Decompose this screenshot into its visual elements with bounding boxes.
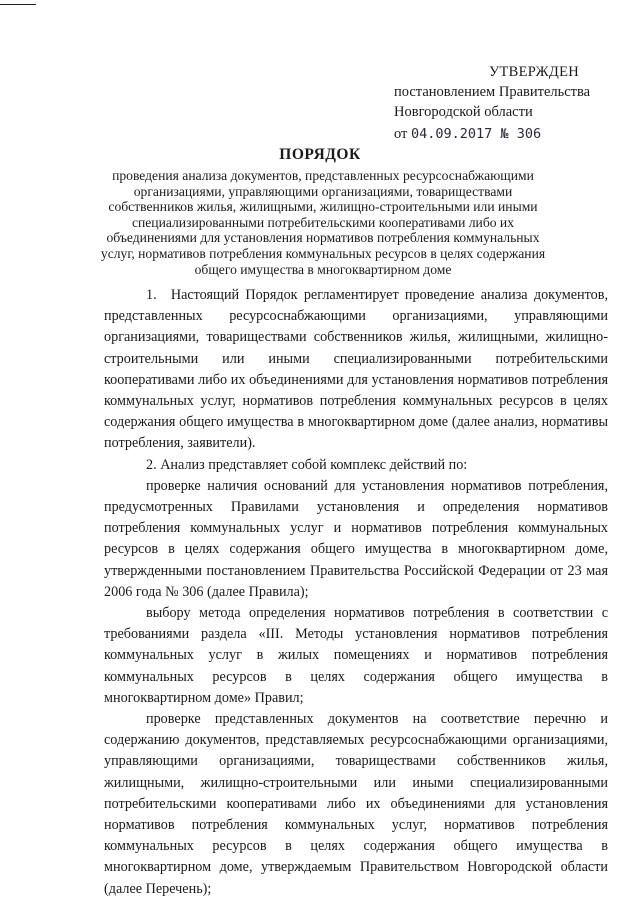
- approval-date-line: [394, 124, 634, 144]
- paragraph-1: 1. Настоящий Порядок регламентирует проведение анализа документов, представленных ресурсоснабжающими организациями, управляющими организациями, товариществами собственников жилья, жилищными, жилищно-строительными или иными специализированными потребительскими кооперативами либо их объединениями для установления нормативов потребления коммунальных услуг, нормативов потребления коммунальных ресурсов в целях содержания общего имущества в многоквартирном доме (далее анализ, нормативы потребления, заявители).: [104, 287, 608, 452]
- paragraph-2-item-3: проверке представленных документов на соответствие перечню и содержанию документов, представляемых ресурсоснабжающими организациями, управляющими организациями, товариществами собственников жилья, жилищными, жилищно-строительными или иными специализированными потребительскими кооперативами либо их объединениями для установления нормативов потребления коммунальных услуг, нормативов потребления коммунальных ресурсов в целях содержания общего имущества в многоквартирном доме, утверждаемым Правительством Новгородской области (далее Перечень);: [104, 711, 608, 897]
- approval-line-2: Новгородской области: [394, 104, 533, 120]
- approval-date-value: 04.09.2017 № 306: [411, 126, 542, 142]
- paragraph-2: 2. Анализ представляет собой комплекс действий по:: [146, 456, 468, 473]
- approval-date-prefix: от: [394, 126, 408, 142]
- document-body: [104, 285, 608, 900]
- document-subtitle: проведения анализа документов, представленных ресурсоснабжающими организациями, управляющими организациями, товариществами собственников жилья, жилищными, жилищно-строительными или иными специализированными потребительскими кооперативами либо их объединениями для установления нормативов потребления коммунальных услуг, нормативов потребления коммунальных ресурсов в целях содержания общего имущества в многоквартирном доме: [100, 168, 546, 277]
- document-title: ПОРЯДОК: [279, 146, 361, 163]
- approval-heading: УТВЕРЖДЕН: [488, 64, 580, 80]
- corner-scan-mark: [0, 4, 36, 5]
- paragraph-2-item-1: проверке наличия оснований для установления нормативов потребления, предусмотренных Правилами установления и определения нормативов потребления коммунальных услуг и нормативов потребления коммунальных ресурсов в целях содержания общего имущества в многоквартирном доме, утвержденными постановлением Правительства Российской Федерации от 23 мая 2006 года № 306 (далее Правила);: [104, 477, 608, 600]
- paragraph-2-item-2: выбору метода определения нормативов потребления в соответствии с требованиями раздела «III. Методы установления нормативов потребления коммунальных услуг в жилых помещениях и нормативов потребления коммунальных ресурсов в целях содержания общего имущества в многоквартирном доме» Правил;: [104, 605, 608, 706]
- approval-line-1: постановлением Правительства: [394, 84, 591, 100]
- approval-stamp-block: [394, 62, 634, 144]
